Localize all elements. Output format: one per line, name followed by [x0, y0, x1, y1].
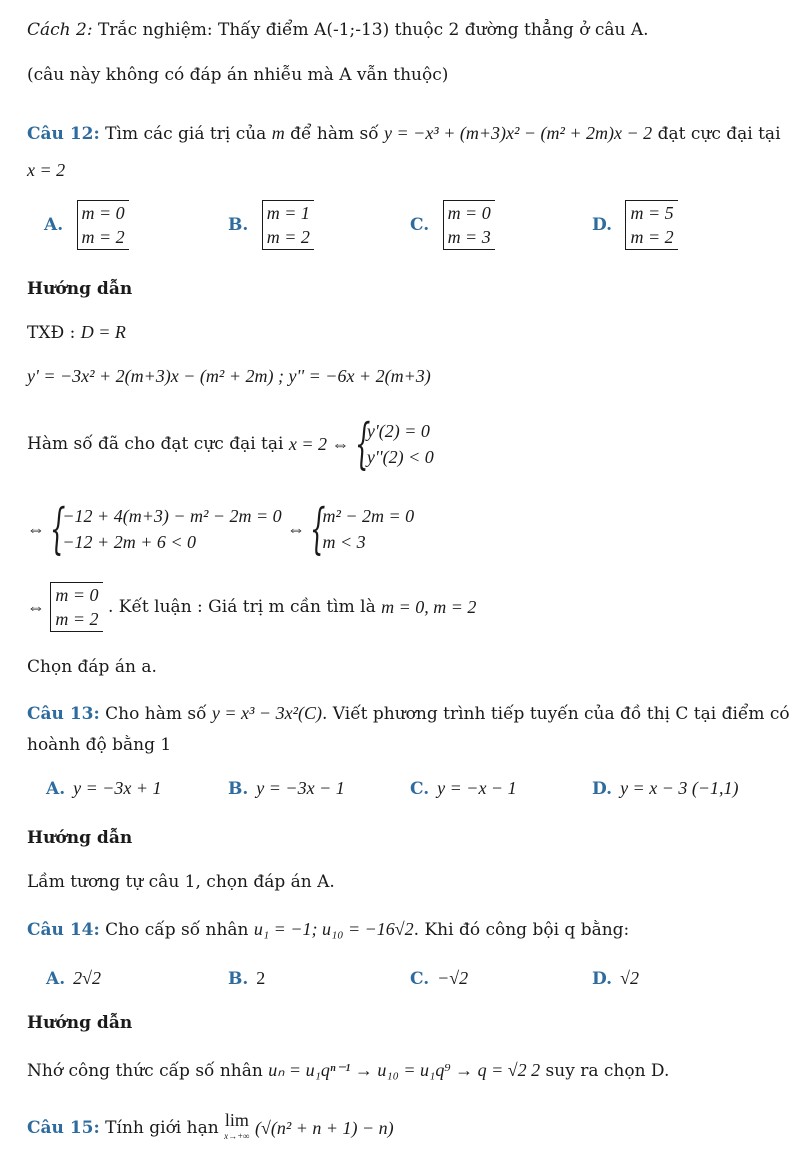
- q12-conclusion: . Kết luận : Giá trị m cần tìm là: [107, 597, 376, 617]
- q12-option-c-bottom: m = 3: [447, 227, 491, 247]
- brace-icon: {: [310, 497, 326, 560]
- q14-option-a-label: A.: [46, 969, 66, 989]
- q13-label: Câu 13:: [27, 704, 100, 724]
- q13-option-a-value: y = −3x + 1: [73, 778, 162, 798]
- q12-res-bottom: m = 2: [55, 609, 99, 629]
- q14-guide-post: suy ra chọn D.: [545, 1061, 670, 1081]
- q12-equiv-3: ⇔: [27, 597, 45, 617]
- q13-guide-text: Lầm tương tự câu 1, chọn đáp án A.: [27, 872, 335, 892]
- q12-result-line: [27, 582, 476, 632]
- q13-option-b-value: y = −3x − 1: [256, 778, 345, 798]
- method2-line: [27, 18, 649, 42]
- q14-option-d-value: √2: [620, 968, 639, 988]
- q12-sys1-top: −12 + 4(m+3) − m² − 2m = 0: [62, 506, 282, 526]
- q15-label: Câu 15:: [27, 1118, 100, 1138]
- q12-sys2-top: m² − 2m = 0: [322, 506, 415, 526]
- q14-option-a-value: 2√2: [73, 968, 101, 988]
- q13-line2: hoành độ bằng 1: [27, 735, 172, 755]
- q12-option-b[interactable]: [228, 200, 314, 250]
- brace-icon: {: [354, 412, 371, 475]
- q12-equiv-1: ⇔: [27, 519, 45, 539]
- q12-option-b-bottom: m = 2: [266, 227, 310, 247]
- q13-option-b[interactable]: [228, 776, 345, 801]
- q13-option-c[interactable]: [410, 776, 517, 801]
- q14-line: [27, 917, 629, 942]
- q12-system-line: [27, 497, 415, 560]
- q12-option-a-label: A.: [44, 214, 64, 235]
- q12-formula: y = −x³ + (m+3)x² − (m² + 2m)x − 2: [384, 123, 653, 143]
- q13-formula: y = x³ − 3x²(C): [211, 703, 322, 723]
- q12-option-d-bottom: m = 2: [630, 227, 674, 247]
- q12-option-b-top: m = 1: [266, 203, 310, 223]
- q12-option-a[interactable]: [44, 200, 129, 250]
- q14-guide-line: [27, 1058, 669, 1083]
- q12-option-b-label: B.: [228, 214, 249, 235]
- q14-option-a[interactable]: [46, 966, 101, 991]
- q12-option-d-top: m = 5: [630, 203, 674, 223]
- q13-guide-title: Hướng dẫn: [27, 828, 133, 848]
- q13-option-a-label: A.: [46, 779, 66, 799]
- q12-option-c[interactable]: [410, 200, 495, 250]
- q12-equiv-2: ⇔: [287, 519, 306, 539]
- q14-option-d-label: D.: [592, 969, 613, 989]
- note-line: (câu này không có đáp án nhiễu mà A vẫn thuộc): [27, 65, 449, 85]
- q12-derivatives: y' = −3x² + 2(m+3)x − (m² + 2m) ; y'' = −6x + 2(m+3): [27, 366, 431, 386]
- q13-option-c-label: C.: [410, 779, 430, 799]
- q14-formula: u₁ = −1; u₁₀ = −16√2: [253, 919, 414, 939]
- q13-option-d-label: D.: [592, 779, 613, 799]
- q12-txd-label: TXĐ :: [27, 323, 76, 343]
- q15-formula: (√(n² + n + 1) − n): [254, 1118, 394, 1138]
- q15-lim: lim: [224, 1110, 249, 1130]
- q13-line: [27, 701, 790, 726]
- q13-option-b-label: B.: [228, 779, 249, 799]
- q12-text-mid: để hàm số: [290, 124, 379, 144]
- q14-text-post: . Khi đó công bội q bằng:: [413, 920, 630, 940]
- q13-text-post: . Viết phương trình tiếp tuyến của đồ thị C tại điểm có: [321, 704, 790, 724]
- q14-option-b-value: 2: [256, 968, 266, 988]
- q12-txd-value: D = R: [80, 322, 126, 342]
- q12-conclusion-value: m = 0, m = 2: [381, 597, 477, 617]
- q12-var-m: m: [271, 123, 285, 143]
- q12-line2: x = 2: [27, 160, 66, 180]
- q12-text-post: đạt cực đại tại: [657, 124, 781, 144]
- q12-res-top: m = 0: [55, 585, 99, 605]
- q14-option-c-label: C.: [410, 969, 430, 989]
- q14-guide-title: Hướng dẫn: [27, 1013, 133, 1033]
- q12-cond-text: Hàm số đã cho đạt cực đại tại: [27, 434, 284, 454]
- q15-lim-sub: x→+∞: [224, 1131, 250, 1141]
- q12-option-d-label: D.: [592, 214, 613, 235]
- method2-label: Cách 2:: [27, 20, 93, 40]
- brace-icon: {: [50, 497, 66, 560]
- q12-cond-top: y'(2) = 0: [366, 421, 430, 441]
- q13-option-d-value: y = x − 3 (−1,1): [620, 778, 739, 798]
- q14-label: Câu 14:: [27, 920, 100, 940]
- q12-condition-line: [27, 412, 434, 475]
- q14-option-b-label: B.: [228, 969, 249, 989]
- q14-option-d[interactable]: [592, 966, 639, 991]
- q15-line: [27, 1112, 394, 1144]
- q14-option-c[interactable]: [410, 966, 468, 991]
- q12-option-a-bottom: m = 2: [81, 227, 125, 247]
- q13-text-pre: Cho hàm số: [105, 704, 207, 724]
- q12-sys2-bottom: m < 3: [322, 532, 366, 552]
- q14-option-b[interactable]: [228, 966, 265, 991]
- q12-option-d[interactable]: [592, 200, 678, 250]
- q12-cond-bottom: y''(2) < 0: [366, 447, 434, 467]
- method2-text: Trắc nghiệm: Thấy điểm A(-1;-13) thuộc 2 đường thẳng ở câu A.: [97, 20, 649, 40]
- q12-text-pre: Tìm các giá trị của: [105, 124, 267, 144]
- q12-option-c-top: m = 0: [447, 203, 491, 223]
- q12-cond-expr: x = 2 ⇔: [288, 434, 350, 454]
- q12-txd-line: [27, 320, 126, 345]
- q12-sys1-bottom: −12 + 2m + 6 < 0: [62, 532, 196, 552]
- q13-option-a[interactable]: [46, 776, 162, 801]
- q15-text-pre: Tính giới hạn: [105, 1118, 219, 1138]
- q14-option-c-value: −√2: [437, 968, 469, 988]
- q12-line: [27, 121, 781, 146]
- q13-option-d[interactable]: [592, 776, 738, 801]
- q12-option-c-label: C.: [410, 214, 430, 235]
- q12-choose: Chọn đáp án a.: [27, 657, 157, 677]
- q14-guide-pre: Nhớ công thức cấp số nhân: [27, 1061, 263, 1081]
- q12-label: Câu 12:: [27, 124, 100, 144]
- q14-text-pre: Cho cấp số nhân: [105, 920, 249, 940]
- q12-option-a-top: m = 0: [81, 203, 125, 223]
- q14-guide-formula: uₙ = u₁qⁿ⁻¹ → u₁₀ = u₁q⁹ → q = √2 2: [268, 1060, 541, 1080]
- q13-option-c-value: y = −x − 1: [437, 778, 517, 798]
- q12-guide-title: Hướng dẫn: [27, 279, 133, 299]
